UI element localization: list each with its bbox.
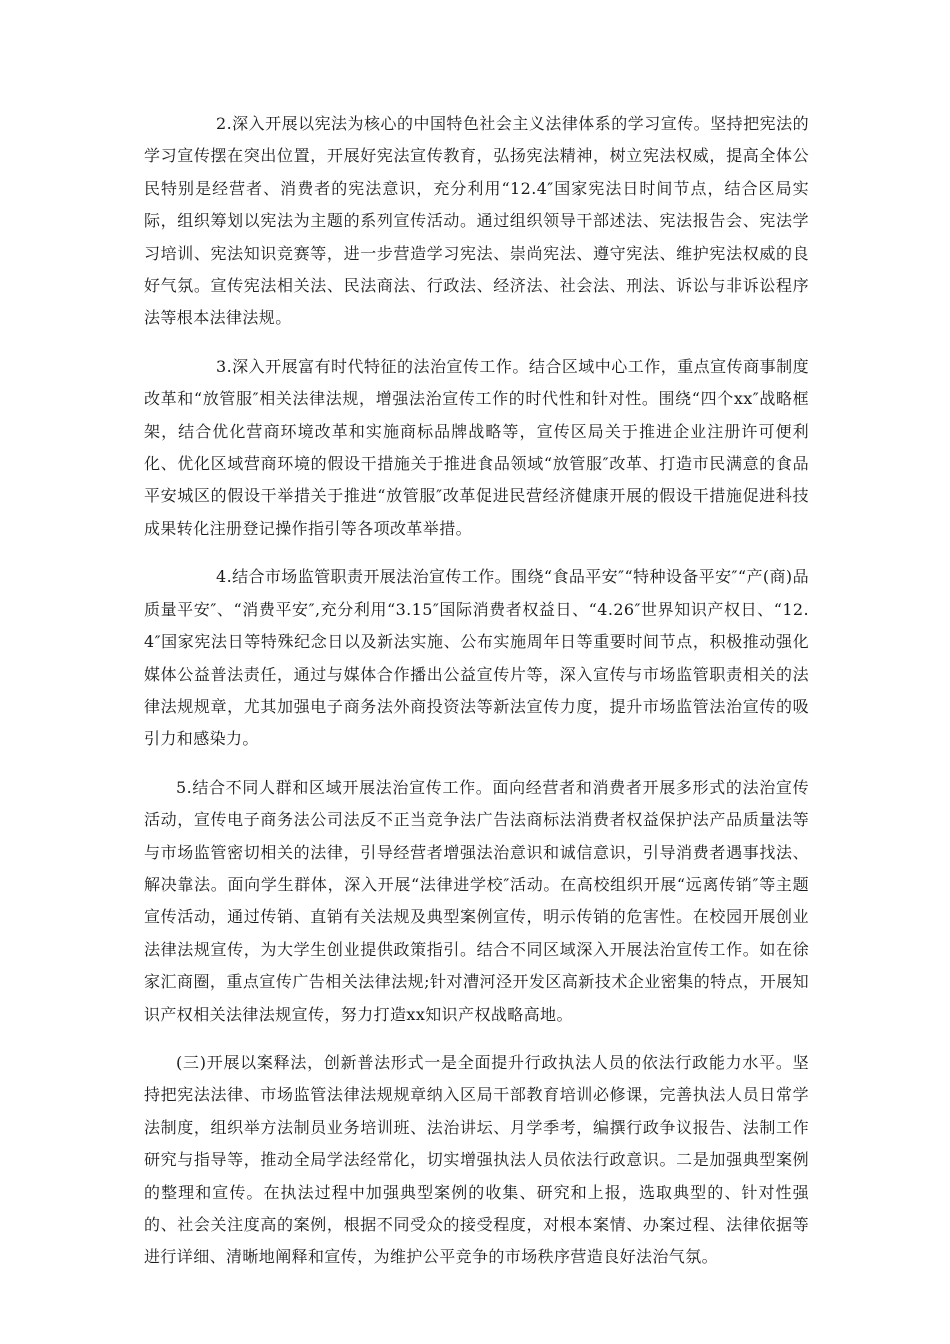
document-body — [144, 108, 809, 1274]
paragraph-groups-and-regions: 5.结合不同人群和区域开展法治宣传工作。面向经营者和消费者开展多形式的法治宣传活动，宣传电子商务法公司法反不正当竞争法广告法商标法消费者权益保护法产品质量法等与市场监管密切相关的法律，引导经营者增强法治意识和诚信意识，引导消费者遇事找法、解决靠法。面向学生群体，深入开展“法律进学校″活动。在高校组织开展“远离传销″等主题宣传活动，通过传销、直销有关法规及典型案例宣传，明示传销的危害性。在校园开展创业法律法规宣传，为大学生创业提供政策指引。结合不同区域深入开展法治宣传工作。如在徐家汇商圈，重点宣传广告相关法律法规;针对漕河泾开发区高新技术企业密集的特点，开展知识产权相关法律法规宣传，努力打造xx知识产权战略高地。 — [144, 777, 809, 1024]
paragraph-constitution-publicity: 2.深入开展以宪法为核心的中国特色社会主义法律体系的学习宣传。坚持把宪法的学习宣传摆在突出位置，开展好宪法宣传教育，弘扬宪法精神，树立宪法权威，提高全体公民特别是经营者、消费者的宪法意识，充分利用“12.4″国家宪法日时间节点，结合区局实际，组织筹划以宪法为主题的系列宣传活动。通过组织领导干部述法、宪法报告会、宪法学习培训、宪法知识竞赛等，进一步营造学习宪法、崇尚宪法、遵守宪法、维护宪法权威的良好气氛。宣传宪法相关法、民法商法、行政法、经济法、社会法、刑法、诉讼与非诉讼程序法等根本法律法规。 — [144, 114, 809, 328]
paragraph-market-supervision: 4.结合市场监管职责开展法治宣传工作。围绕“食品平安″“特种设备平安″“产(商)品质量平安″、“消费平安″,充分利用“3.15″国际消费者权益日、“4.26″世界知识产权日、“12.4″国家宪法日等特殊纪念日以及新法实施、公布实施周年日等重要时间节点，积极推动强化媒体公益普法责任，通过与媒体合作播出公益宣传片等，深入宣传与市场监管职责相关的法律法规规章，尤其加强电子商务法外商投资法等新法宣传力度，提升市场监管法治宣传的吸引力和感染力。 — [144, 567, 809, 749]
paragraph-case-interpretation: (三)开展以案释法，创新普法形式一是全面提升行政执法人员的依法行政能力水平。坚持把宪法法律、市场监管法律法规规章纳入区局干部教育培训必修课，完善执法人员日常学法制度，组织举方法制员业务培训班、法治讲坛、月学季考，编撰行政争议报告、法制工作研究与指导等，推动全局学法经常化，切实增强执法人员依法行政意识。二是加强典型案例的整理和宣传。在执法过程中加强典型案例的收集、研究和上报，选取典型的、针对性强的、社会关注度高的案例，根据不同受众的接受程度，对根本案情、办案过程、法律依据等进行详细、清晰地阐释和宣传，为维护公平竞争的市场秩序营造良好法治气氛。 — [144, 1052, 809, 1267]
paragraph-era-characteristics: 3.深入开展富有时代特征的法治宣传工作。结合区域中心工作，重点宣传商事制度改革和“放管服″相关法律法规，增强法治宣传工作的时代性和针对性。围绕“四个xx″战略框架，结合优化营商环境改革和实施商标品牌战略等，宣传区局关于推进企业注册许可便利化、优化区域营商环境的假设干措施关于推进食品领域“放管服″改革、打造市民满意的食品平安城区的假设干举措关于推进“放管服″改革促进民营经济健康开展的假设干措施促进科技成果转化注册登记操作指引等各项改革举措。 — [144, 356, 809, 538]
